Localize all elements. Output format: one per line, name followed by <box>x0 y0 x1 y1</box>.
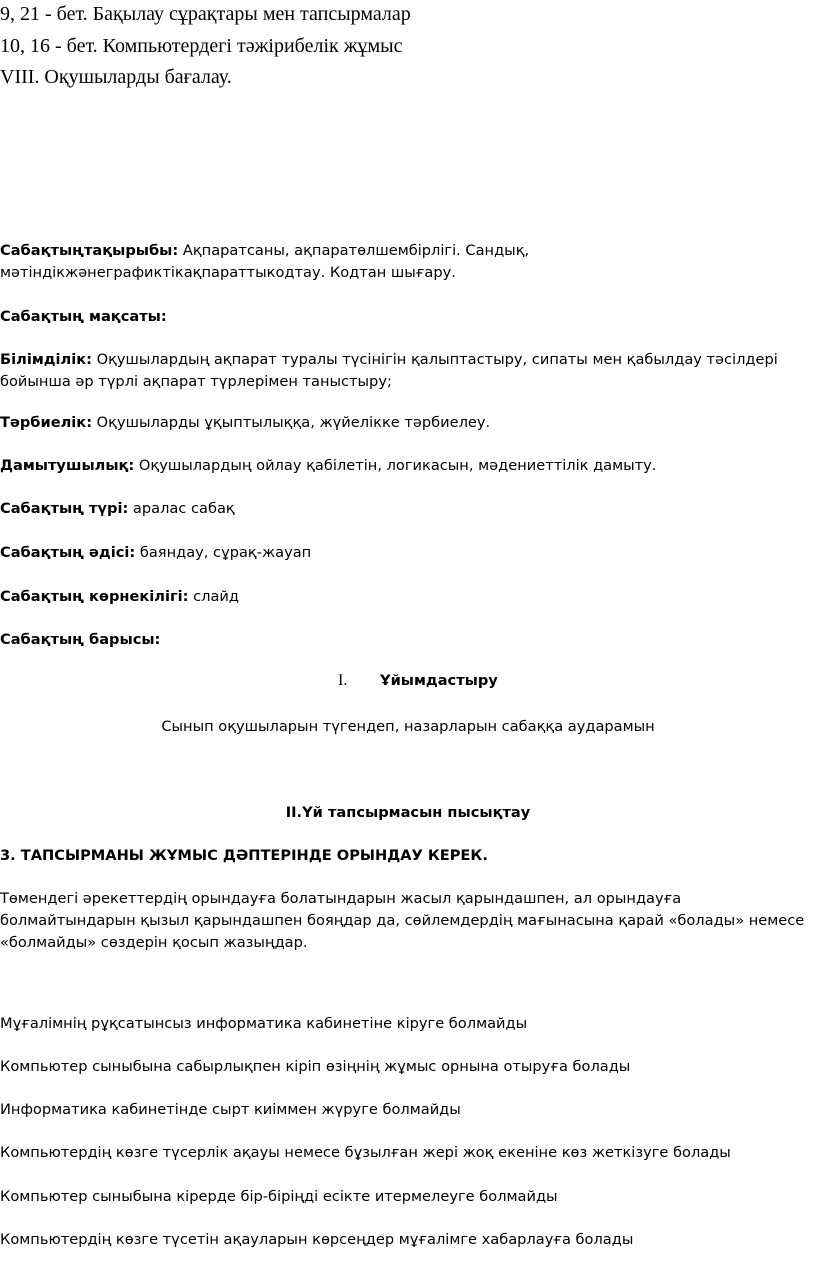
lesson-method <box>0 542 311 564</box>
type-label: Сабақтың түрі: <box>0 500 129 517</box>
topic-label: Сабақтыңтақырыбы: <box>0 242 179 259</box>
edu-goal <box>0 349 812 393</box>
development-goal <box>0 455 656 477</box>
header-line-1: 9, 21 - бет. Бақылау сұрақтары мен тапсырмалар <box>0 3 411 25</box>
visual-label: Сабақтың көрнекілігі: <box>0 588 189 605</box>
list-item: Информатика кабинетінде сырт киіммен жүруге болмайды <box>0 1101 461 1118</box>
lesson-type <box>0 498 235 520</box>
visual-text: слайд <box>188 588 239 605</box>
section-2-title: II.Үй тапсырмасын пысықтау <box>285 804 531 821</box>
header-line-3: VIII. Оқушыларды бағалау. <box>0 66 232 88</box>
list-item: Компьютер сыныбына кірерде бір-біріңді есікте итермелеуге болмайды <box>0 1188 558 1205</box>
edu-label: Білімділік: <box>0 351 92 368</box>
upbr-label: Тәрбиелік: <box>0 414 93 431</box>
dev-label: Дамытушылық: <box>0 457 135 474</box>
course-label: Сабақтың барысы: <box>0 631 161 648</box>
dev-text: Оқушылардың ойлау қабілетін, логикасын, мәдениеттілік дамыту. <box>134 457 657 474</box>
list-item: Компьютердің көзге түсетін ақауларын көрсеңдер мұғалімге хабарлауға болады <box>0 1231 634 1248</box>
topic-text: Ақпаратсаны, ақпаратөлшембірлігі. Сандық, мәтіндікжәнеграфиктікақпараттыкодтау. Кодтан шығару. <box>0 242 530 281</box>
lesson-topic <box>0 240 812 284</box>
header-line-2: 10, 16 - бет. Компьютердегі тәжірибелік жұмыс <box>0 35 403 57</box>
lesson-visuals <box>0 586 239 608</box>
section-1-title: Ұйымдастыру <box>380 672 498 689</box>
upbr-text: Оқушыларды ұқыптылыққа, жүйелікке тәрбиелеу. <box>92 414 491 431</box>
section-1-numeral: I. <box>338 672 348 689</box>
task-3-heading: 3. ТАПСЫРМАНЫ ЖҰМЫС ДӘПТЕРІНДЕ ОРЫНДАУ КЕРЕК. <box>0 847 488 864</box>
goals-label: Сабақтың мақсаты: <box>0 308 167 325</box>
method-text: баяндау, сұрақ-жауап <box>135 544 312 561</box>
task-3-instructions: Төмендегі әрекеттердің орындауға болатындарын жасыл қарындашпен, ал орындауға болмайтындарын қызыл қарындашпен бояңдар да, сөйлемдердің мағынасына қарай «болады» немесе «болмайды» сөздерін қосып жазыңдар. <box>0 890 805 951</box>
section-1-heading <box>338 672 498 690</box>
upbringing-goal <box>0 412 490 434</box>
method-label: Сабақтың әдісі: <box>0 544 136 561</box>
edu-text: Оқушылардың ақпарат туралы түсінігін қалыптастыру, сипаты мен қабылдау тәсілдері бойынша әр түрлі ақпарат түрлерімен таныстыру; <box>0 351 778 390</box>
list-item: Мұғалімнің рұқсатынсыз информатика кабинетіне кіруге болмайды <box>0 1015 528 1032</box>
type-text: аралас сабақ <box>128 500 235 517</box>
list-item: Компьютер сыныбына сабырлықпен кіріп өзіңнің жұмыс орнына отыруға болады <box>0 1058 631 1075</box>
list-item: Компьютердің көзге түсерлік ақауы немесе бұзылған жері жоқ екеніне көз жеткізуге болады <box>0 1144 731 1161</box>
section-1-text: Сынып оқушыларын түгендеп, назарларын сабаққа аударамын <box>161 718 655 735</box>
